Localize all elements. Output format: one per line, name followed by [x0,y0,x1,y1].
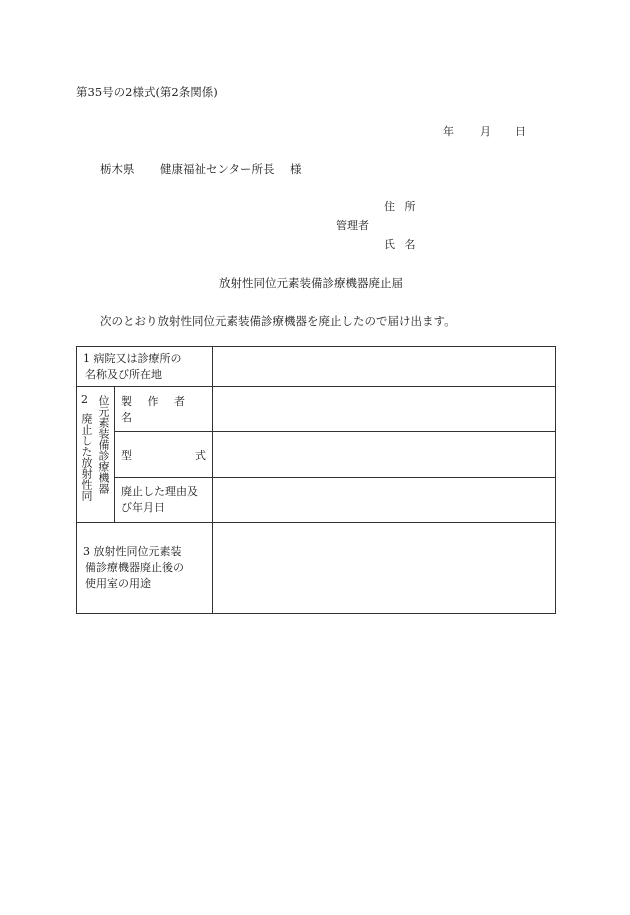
table-row [77,387,556,432]
device-section-cell [77,387,115,523]
addressee-prefecture: 栃木県 [100,162,135,176]
hospital-label-cell [77,347,213,387]
reason-label-cell [115,478,213,523]
section-label-col-b: 位元素装備診療機器 [97,395,110,494]
reason-value-cell[interactable] [213,478,556,523]
manufacturer-value-cell[interactable] [213,387,556,432]
table-row [77,523,556,614]
addressee-office: 健康福祉センター所長 [160,162,275,176]
section-number: 2 [81,393,88,406]
table-row [77,432,556,478]
intro-text: 次のとおり放射性同位元素装備診療機器を廃止したので届け出ます。 [100,314,456,328]
manufacturer-label-text: 製 作 者 名 [121,395,185,424]
date-year: 年 [443,125,454,138]
manager-label: 管理者 [336,219,369,232]
usage-label-line1: 3 放射性同位元素装 [83,545,182,558]
address-label: 住 所 [384,200,416,213]
name-label: 氏 名 [384,238,416,251]
manufacturer-label-cell [115,387,213,432]
table-row [77,478,556,523]
document-title: 放射性同位元素装備診療機器廃止届 [219,276,403,290]
date-day: 日 [515,125,526,138]
reason-label-line1: 廃止した理由及 [121,485,198,498]
model-label-cell [115,432,213,478]
usage-label-line2: 備診療機器廃止後の [85,561,184,574]
addressee-honorific: 様 [290,162,302,176]
section-label-col-a: 廃止した放射性同 [80,413,93,501]
hospital-label-line1: 1 病院又は診療所の [83,351,182,365]
model-label [115,447,212,463]
model-label-a: 型 [121,448,132,462]
usage-label-cell [77,523,213,614]
model-value-cell[interactable] [213,432,556,478]
model-label-b: 式 [195,448,206,462]
manufacturer-label [115,393,212,425]
usage-label-line3: 使用室の用途 [85,577,151,590]
notification-table [76,346,556,614]
usage-value-cell[interactable] [213,523,556,614]
hospital-label-line2: 名称及び所在地 [85,367,162,381]
reason-label-line2: び年月日 [121,501,165,514]
hospital-value-cell[interactable] [213,347,556,387]
date-month: 月 [480,125,491,138]
table-row [77,347,556,387]
form-number: 第35号の2様式(第2条関係) [76,85,218,99]
